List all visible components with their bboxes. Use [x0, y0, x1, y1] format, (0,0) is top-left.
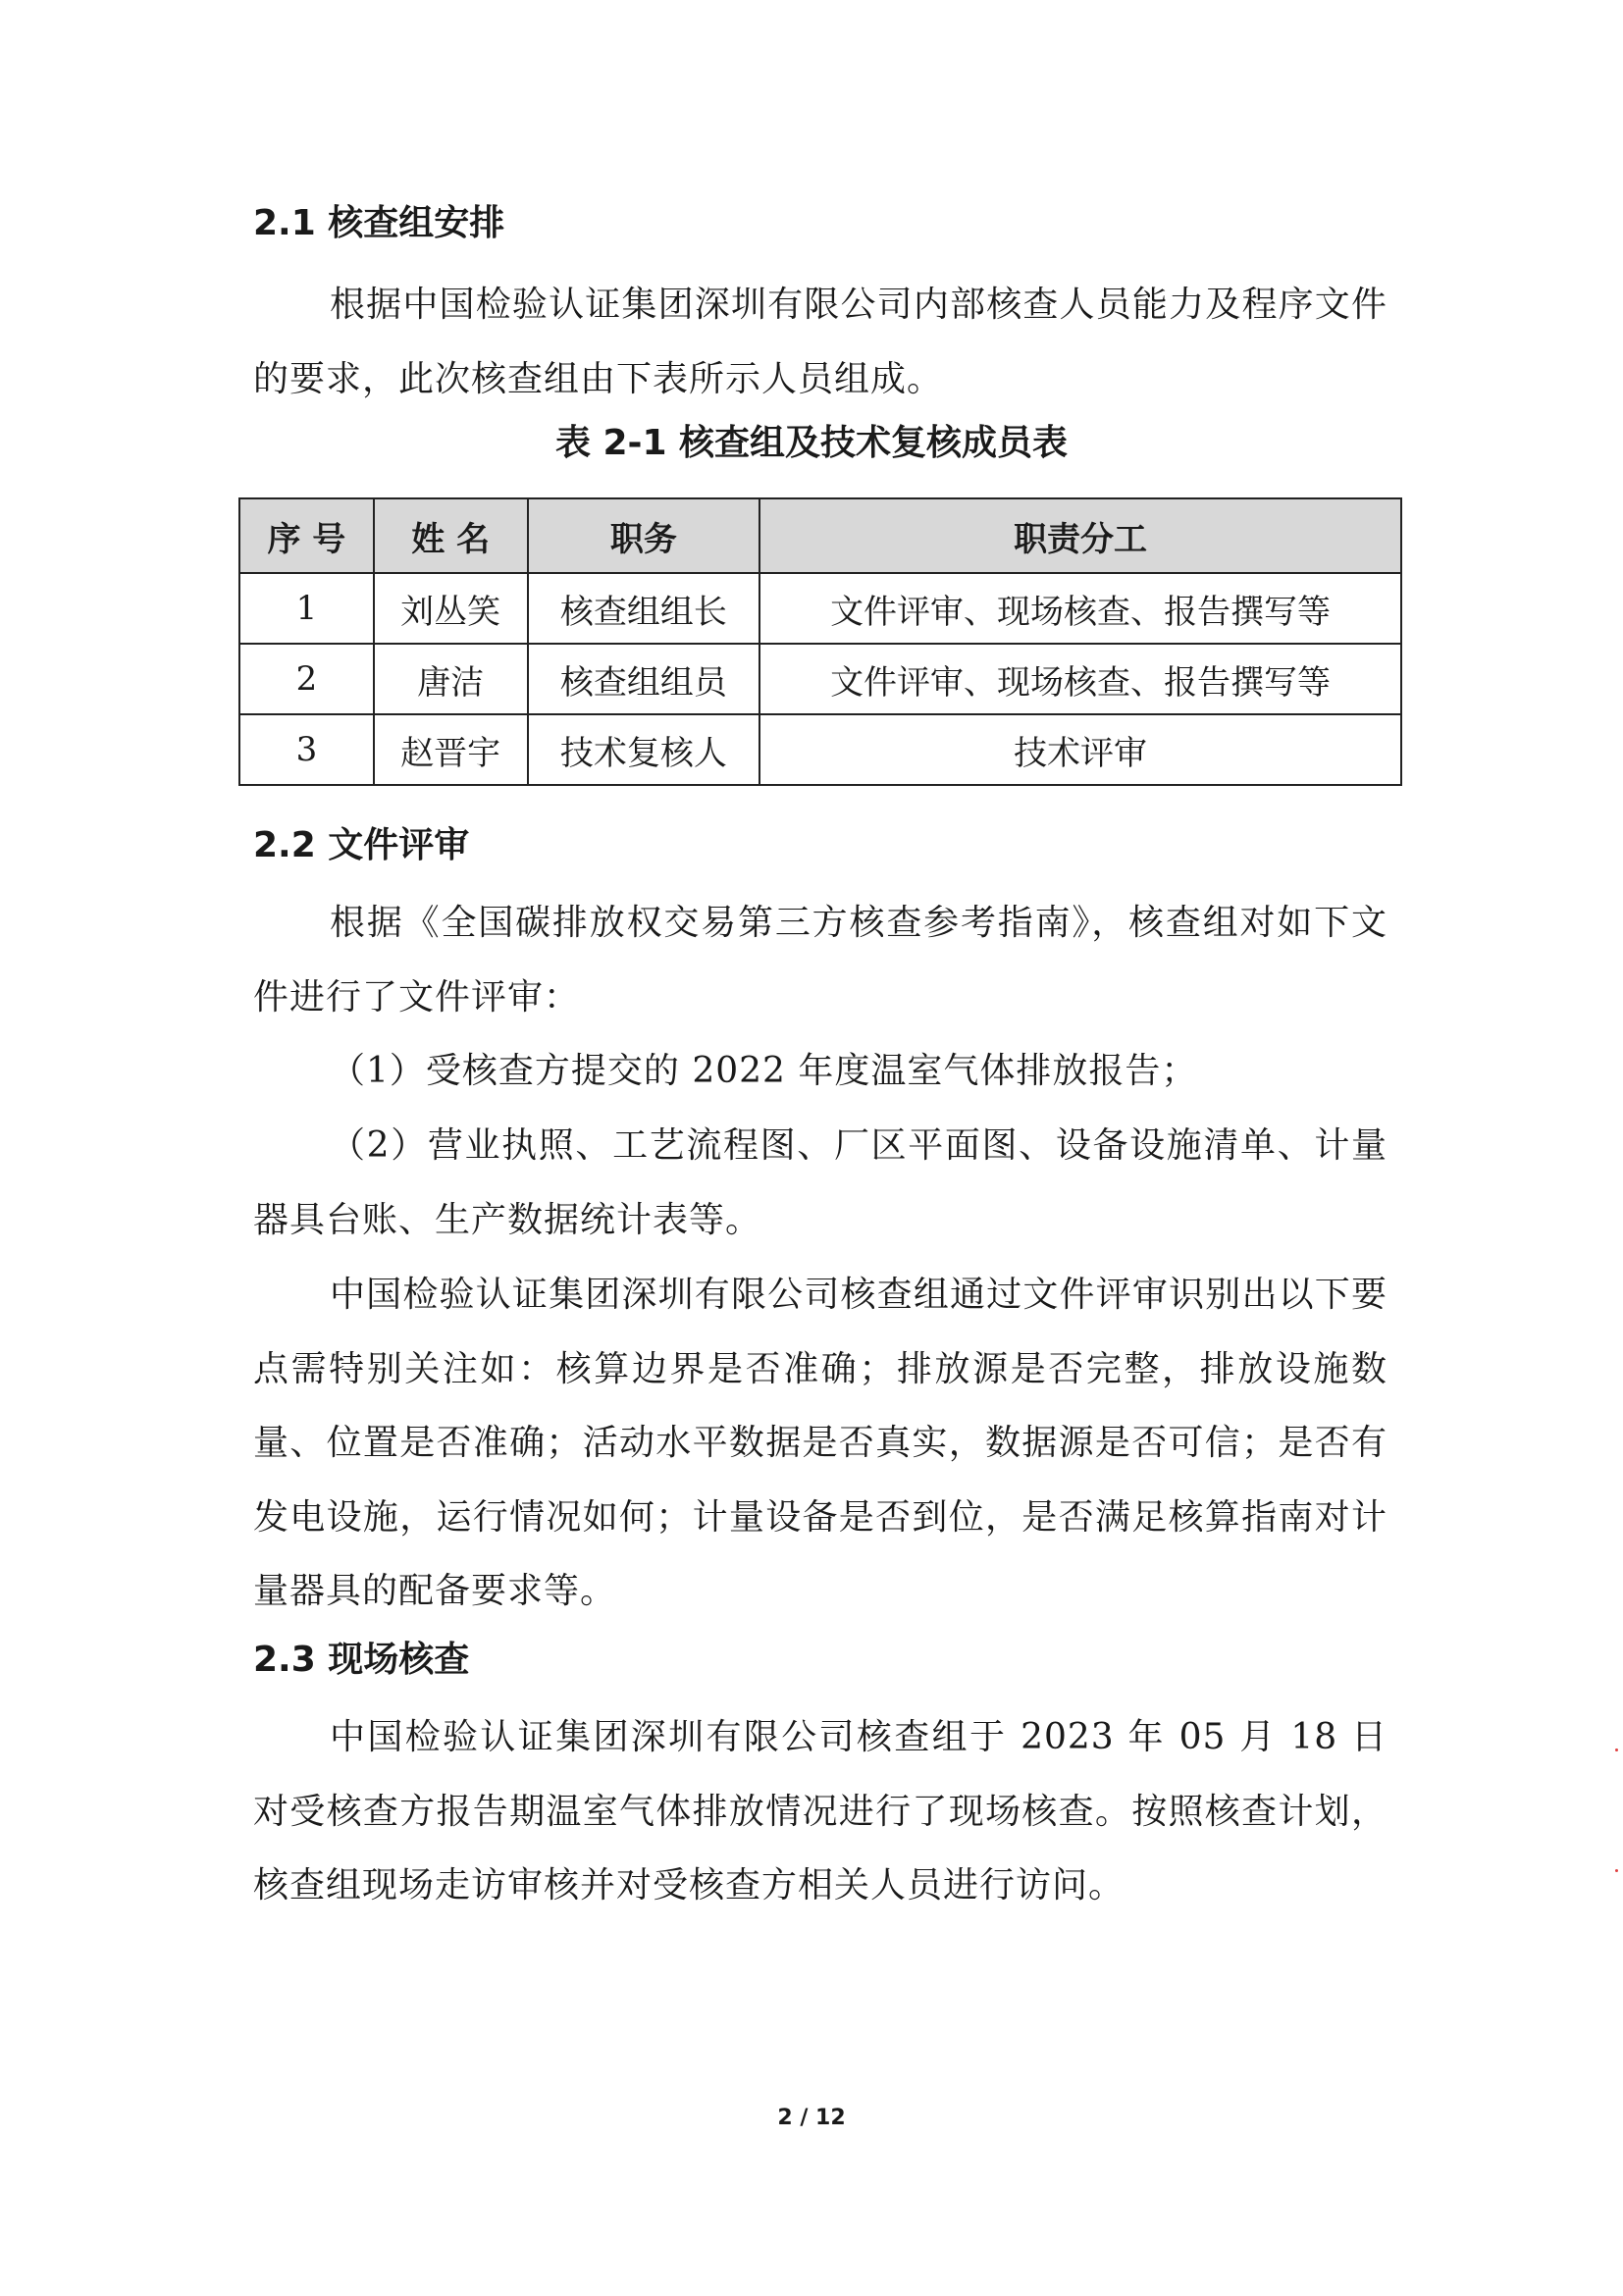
- section-2-2-item-1: （1）受核查方提交的 2022 年度温室气体排放报告；: [330, 1051, 1198, 1091]
- section-2-2-paragraph-1: 根据《全国碳排放权交易第三方核查参考指南》，核查组对如下文件进行了文件评审：: [253, 903, 1387, 1018]
- cell-index: 2: [239, 644, 374, 714]
- cell-index: 3: [239, 714, 374, 785]
- cell-name: 刘丛笑: [374, 573, 528, 644]
- section-2-1-paragraph: 根据中国检验认证集团深圳有限公司内部核查人员能力及程序文件的要求，此次核查组由下表所示人员组成。: [253, 285, 1387, 399]
- header-index: 序 号: [239, 498, 374, 573]
- cell-duties: 文件评审、现场核查、报告撰写等: [759, 573, 1401, 644]
- header-name: 姓 名: [374, 498, 528, 573]
- header-duties: 职责分工: [759, 498, 1401, 573]
- section-2-2-paragraph-2: 中国检验认证集团深圳有限公司核查组通过文件评审识别出以下要点需特别关注如：核算边界是否准确；排放源是否完整，排放设施数量、位置是否准确；活动水平数据是否真实，数据源是否可信；是否有发电设施，运行情况如何；计量设备是否到位，是否满足核算指南对计量器具的配备要求等。: [253, 1275, 1387, 1611]
- table-caption: 表 2-1 核查组及技术复核成员表: [554, 423, 1069, 463]
- members-table: [238, 497, 1402, 786]
- header-position: 职务: [528, 498, 760, 573]
- cell-name: 赵晋宇: [374, 714, 528, 785]
- cell-duties: 文件评审、现场核查、报告撰写等: [759, 644, 1401, 714]
- scan-speck: [1615, 1748, 1618, 1751]
- cell-name: 唐洁: [374, 644, 528, 714]
- table-header-row: [239, 498, 1401, 573]
- cell-position: 核查组组员: [528, 644, 760, 714]
- table-row: [239, 573, 1401, 644]
- table-row: [239, 644, 1401, 714]
- section-2-2-heading: 2.2 文件评审: [253, 825, 470, 865]
- section-2-3-heading: 2.3 现场核查: [253, 1640, 470, 1680]
- section-2-1-heading: 2.1 核查组安排: [253, 203, 505, 243]
- section-2-2-item-2: （2）营业执照、工艺流程图、厂区平面图、设备设施清单、计量器具台账、生产数据统计表等。: [253, 1125, 1387, 1240]
- cell-duties: 技术评审: [759, 714, 1401, 785]
- cell-position: 技术复核人: [528, 714, 760, 785]
- table-row: [239, 714, 1401, 785]
- cell-index: 1: [239, 573, 374, 644]
- cell-position: 核查组组长: [528, 573, 760, 644]
- scan-speck: [1615, 1869, 1618, 1872]
- page-number: 2 / 12: [777, 2106, 846, 2130]
- section-2-3-paragraph: 中国检验认证集团深圳有限公司核查组于 2023 年 05 月 18 日对受核查方报告期温室气体排放情况进行了现场核查。按照核查计划，核查组现场走访审核并对受核查方相关人员进行访问。: [253, 1717, 1387, 1905]
